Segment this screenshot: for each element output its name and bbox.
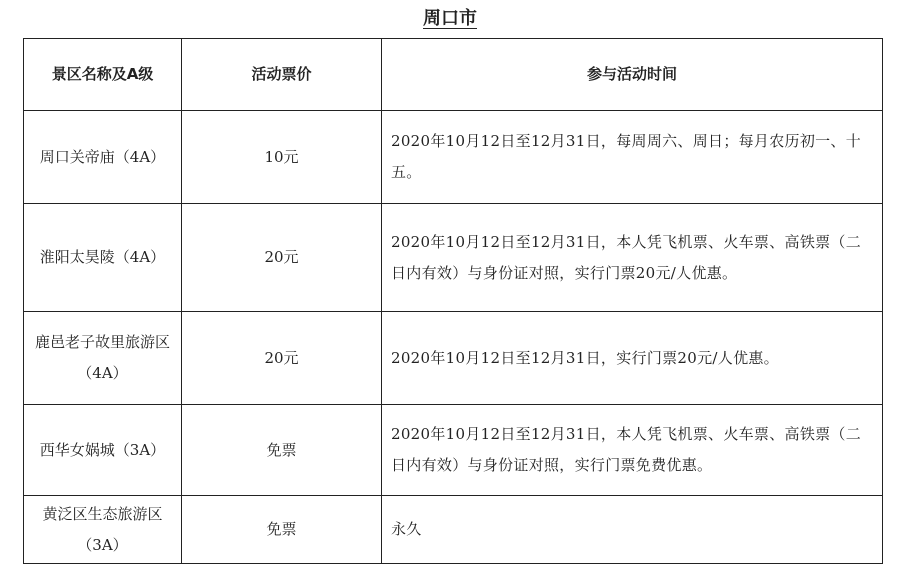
activity-time-cell: 2020年10月12日至12月31日，本人凭飞机票、火车票、高铁票（二日内有效）与身份证对照，实行门票20元/人优惠。 xyxy=(382,204,883,312)
activity-time-cell: 永久 xyxy=(382,496,883,564)
ticket-price-cell: 免票 xyxy=(182,405,382,496)
table-row xyxy=(24,111,883,204)
header-activity-time: 参与活动时间 xyxy=(382,39,883,111)
ticket-price-cell: 10元 xyxy=(182,111,382,204)
ticket-price-cell: 20元 xyxy=(182,204,382,312)
activity-time-cell: 2020年10月12日至12月31日，实行门票20元/人优惠。 xyxy=(382,312,883,405)
scenic-name-cell: 淮阳太昊陵（4A） xyxy=(24,204,182,312)
scenic-name-cell: 西华女娲城（3A） xyxy=(24,405,182,496)
table-row xyxy=(24,405,883,496)
activity-time-cell: 2020年10月12日至12月31日，每周周六、周日；每月农历初一、十五。 xyxy=(382,111,883,204)
activity-time-cell: 2020年10月12日至12月31日，本人凭飞机票、火车票、高铁票（二日内有效）与身份证对照，实行门票免费优惠。 xyxy=(382,405,883,496)
scenic-name-cell: 鹿邑老子故里旅游区（4A） xyxy=(24,312,182,405)
ticket-price-cell: 免票 xyxy=(182,496,382,564)
header-ticket-price: 活动票价 xyxy=(182,39,382,111)
table-row xyxy=(24,312,883,405)
table-row xyxy=(24,496,883,564)
page-title xyxy=(0,6,900,32)
table-row xyxy=(24,204,883,312)
header-scenic-name: 景区名称及A级 xyxy=(24,39,182,111)
page-title-text: 周口市 xyxy=(423,8,477,29)
table-header-row xyxy=(24,39,883,111)
scenic-name-cell: 黄泛区生态旅游区（3A） xyxy=(24,496,182,564)
scenic-spots-table xyxy=(23,38,883,564)
scenic-name-cell: 周口关帝庙（4A） xyxy=(24,111,182,204)
ticket-price-cell: 20元 xyxy=(182,312,382,405)
